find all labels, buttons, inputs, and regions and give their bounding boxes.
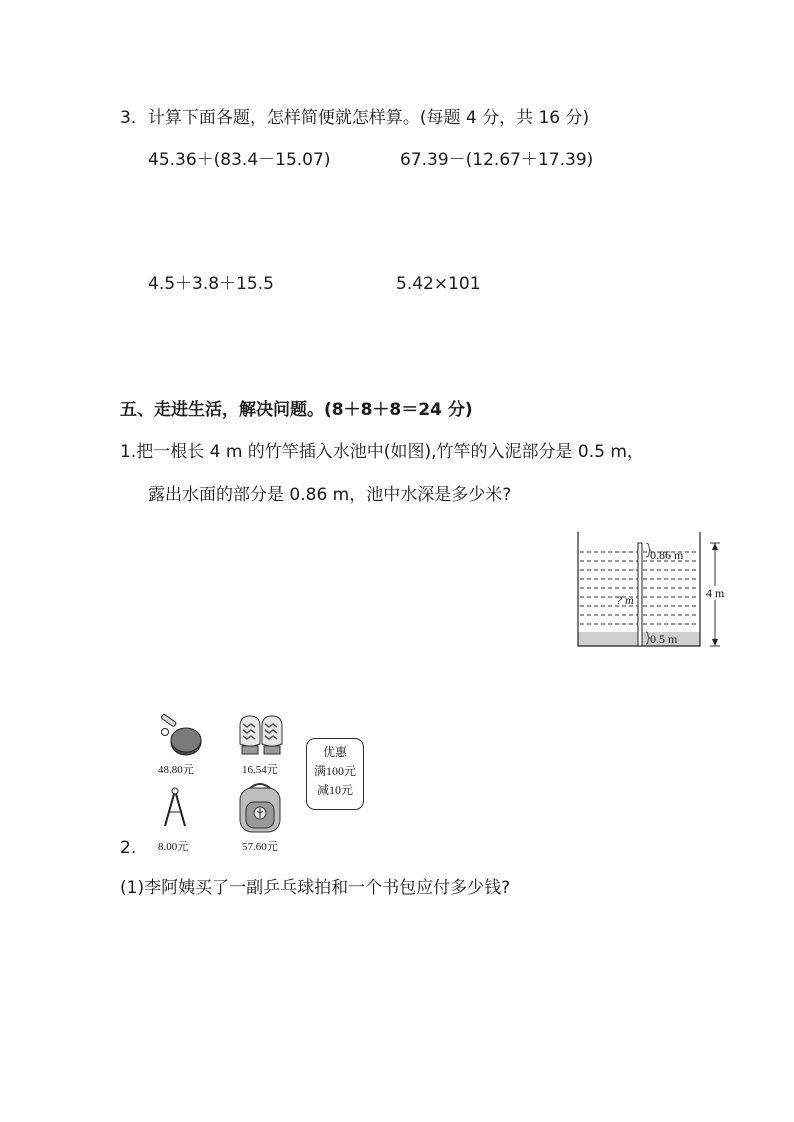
price-gloves: 16.54元 — [242, 764, 278, 776]
backpack-icon — [232, 780, 288, 836]
promo-line-1: 优惠 — [322, 745, 347, 759]
label-0-86: 0.86 m — [650, 548, 684, 562]
compass-icon — [160, 786, 190, 830]
section3-heading: 3．计算下面各题，怎样简便就怎样算。(每题 4 分，共 16 分) — [120, 108, 590, 128]
label-0-5: 0.5 m — [650, 632, 678, 646]
gloves-icon — [236, 712, 286, 758]
promo-line-2: 满100元 — [313, 764, 356, 778]
q1-line1: 1.把一根长 4 m 的竹竿插入水池中(如图),竹竿的入泥部分是 0.5 m， — [120, 442, 644, 462]
pool-diagram — [570, 528, 740, 653]
price-paddle: 48.80元 — [158, 764, 194, 776]
price-compass: 8.00元 — [158, 841, 189, 853]
label-4m: 4 m — [706, 586, 725, 600]
promo-line-3: 减10元 — [316, 783, 353, 797]
problem-3: 4.5＋3.8＋15.5 — [148, 274, 274, 294]
q1-line2: 露出水面的部分是 0.86 m，池中水深是多少米? — [148, 485, 512, 505]
problem-4: 5.42×101 — [396, 274, 481, 294]
ping-pong-paddle-icon — [156, 712, 206, 758]
section5-heading: 五、走进生活，解决问题。(8＋8＋8＝24 分) — [120, 400, 473, 420]
label-unknown: ? m — [616, 593, 634, 607]
q2-sub1: (1)李阿姨买了一副乒乓球拍和一个书包应付多少钱? — [120, 878, 511, 898]
promo-box — [306, 738, 364, 810]
price-backpack: 57.60元 — [242, 841, 278, 853]
q2-number: 2. — [120, 838, 137, 858]
problem-2: 67.39－(12.67＋17.39) — [400, 150, 594, 170]
bamboo-pole — [638, 543, 642, 646]
problem-1: 45.36＋(83.4－15.07) — [148, 150, 331, 170]
